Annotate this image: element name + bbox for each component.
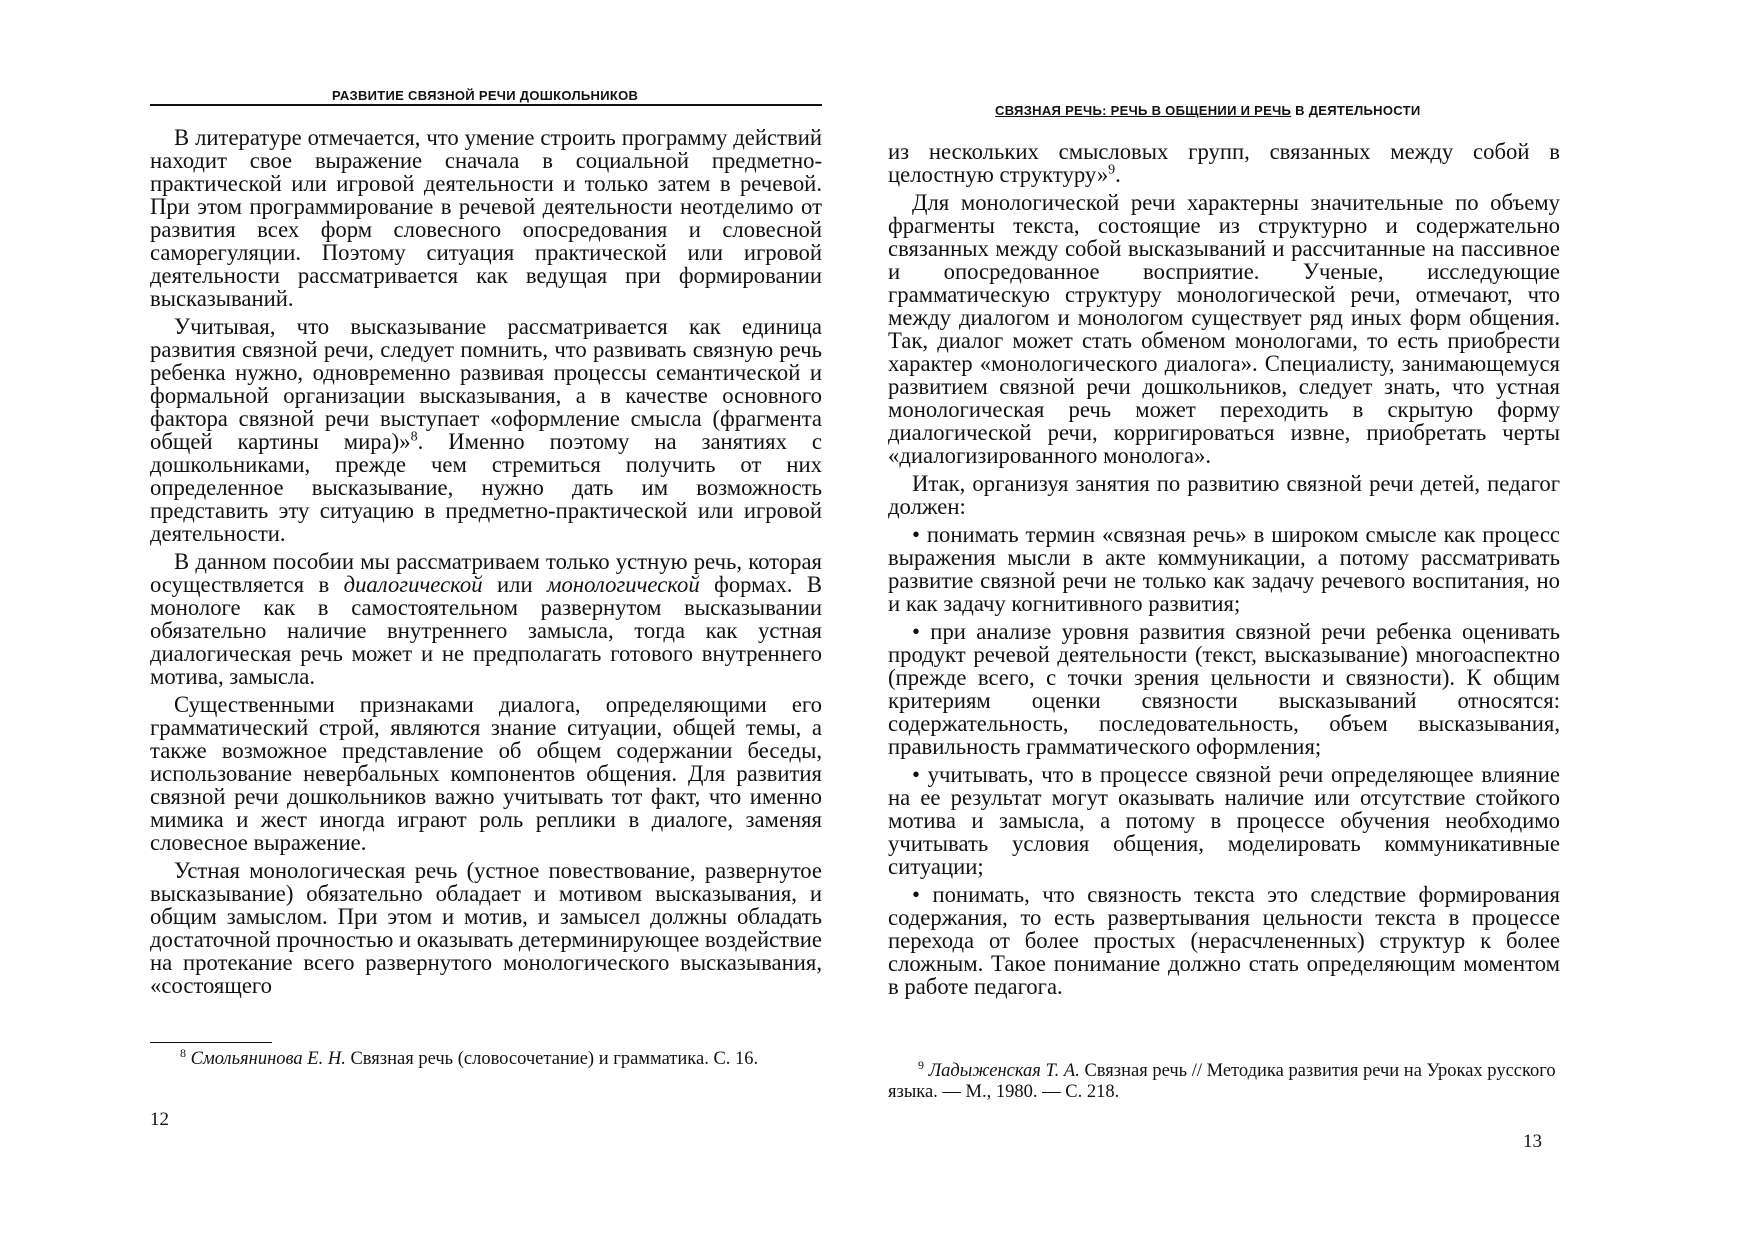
paragraph-text: . [1115,162,1121,187]
footnote-ref: 9 [1108,162,1116,178]
page-body [150,126,822,1002]
bullet-item: • понимать термин «связная речь» в широком смысле как процесс выражения мысли в акте коммуникации, а потому рассматривать развитие связной речи не только как задачу речевого воспитания, но и как задачу когнитивного развития; [888,522,1560,616]
paragraph-continuation [888,140,1560,186]
bullet-item: • понимать, что связность текста это следствие формирования содержания, то есть развертывания цельности текста в процессе перехода от более простых (нерасчлененных) структур к более сложным. Такое понимание должно стать определяющим моментом в работе педагога. [888,882,1560,999]
running-head: РАЗВИТИЕ СВЯЗНОЙ РЕЧИ ДОШКОЛЬНИКОВ [332,88,639,103]
paragraph: Устная монологическая речь (устное повествование, развернутое высказывание) обязательно обладает и мотивом высказывания, и общим замыслом. При этом и мотив, и замысел должны обладать достаточной прочностью и оказывать детерминирующее воздействие на протекание всего развернутого монологического высказывания, «состоящего [150,858,822,998]
paragraph-text: В данном пособии мы рассматриваем только устную речь, которая осуществляется в [150,549,822,597]
footnote-text: Связная речь (словосочетание) и грамматика. С. 16. [345,1049,759,1069]
footnote [150,1045,822,1070]
footnote-author: Смольянинова Е. Н. [190,1049,346,1069]
running-head-underlined: СВЯЗНАЯ РЕЧЬ: РЕЧЬ В ОБЩЕНИИ И РЕЧЬ [995,103,1292,118]
paragraph-text: формах. В монологе как в самостоятельном развернутом высказывании обязательно наличие внутреннего замысла, тогда как устная диалогическая речь может и не предполагать готового внутреннего мотива, замысла. [150,572,823,689]
footnote-mark: 8 [180,1045,186,1060]
paragraph-text: или [482,572,548,597]
paragraph [150,550,822,688]
page-number: 12 [150,1109,169,1130]
page-number: 13 [1523,1131,1542,1152]
footnote-text: Связная речь // Методика развития речи на Уроках русского языка. — М., 1980. — С. 218. [888,1061,1556,1102]
footnote-rule [150,1042,272,1043]
paragraph: В литературе отмечается, что умение строить программу действий находит свое выражение сначала в социальной предметно-практической или игровой деятельности и только затем в речевой. При этом программирование в речевой деятельности неотделимо от развития всех форм словесного опосредования и словесной саморегуляции. Поэтому ситуация практической или игровой деятельности рассматривается как ведущая при формировании высказываний. [150,125,822,311]
running-head-rest: В ДЕЯТЕЛЬНОСТИ [1291,103,1421,118]
footnote-ref: 8 [410,429,418,445]
running-head [995,103,1421,118]
bullet-item: • учитывать, что в процессе связной речи определяющее влияние на ее результат могут оказывать наличие или отсутствие стойкого мотива и замысла, а потому в процессе обучения необходимо учитывать условия общения, моделировать коммуникативные ситуации; [888,762,1560,879]
paragraph-text: из нескольких смысловых групп, связанных между собой в целостную структуру» [888,139,1560,187]
paragraph: Существенными признаками диалога, определяющими его грамматический строй, являются знание ситуации, общей темы, а также возможное представление об общем содержании беседы, использование невербальных компонентов общения. Для развития связной речи дошкольников важно учитывать тот факт, что именно мимика и жест иногда играют роль реплики в диалоге, заменяя словесное выражение. [150,692,822,855]
emphasis: монологической [547,572,700,597]
paragraph-text: . Именно поэтому на занятиях с дошкольниками, прежде чем стремиться получить от них определенное высказывание, нужно дать им возможность представить эту ситуацию в предметно-практической или игровой деятельности. [150,429,822,546]
paragraph: Для монологической речи характерны значительные по объему фрагменты текста, состоящие из структурно и содержательно связанных между собой высказываний и рассчитанные на пассивное и опосредованное восприятие. Ученые, исследующие грамматическую структуру монологической речи, отмечают, что между диалогом и монологом существует ряд иных форм общения. Так, диалог может стать обменом монологами, то есть приобрести характер «монологического диалога». Специалисту, занимающемуся развитием связной речи дошкольников, следует знать, что устная монологическая речь может переходить в скрытую форму диалогической речи, корригироваться извне, приобретать черты «диалогизированного монолога». [888,190,1560,468]
page-body [888,140,1560,1003]
footnote-author: Ладыженская Т. А. [928,1061,1080,1081]
paragraph-text: Учитывая, что высказывание рассматривается как единица развития связной речи, следует помнить, что развивать связную речь ребенка нужно, одновременно развивая процессы семантической и формальной организации высказывания, а в качестве основного фактора связной речи выступает «оформление смысла (фрагмента общей картины мира)» [150,314,822,454]
paragraph [150,315,822,545]
footnote-mark: 9 [918,1057,924,1072]
bullet-item: • при анализе уровня развития связной речи ребенка оценивать продукт речевой деятельности (текст, высказывание) многоаспектно (прежде всего, с точки зрения цельности и связности). К общим критериям оценки связности высказываний относятся: содержательность, последовательность, объем высказывания, правильность грамматического оформления; [888,619,1560,759]
footnote [888,1057,1560,1103]
emphasis: диалогической [343,572,483,597]
header-rule [150,104,822,106]
paragraph: Итак, организуя занятия по развитию связной речи детей, педагог должен: [888,471,1560,519]
